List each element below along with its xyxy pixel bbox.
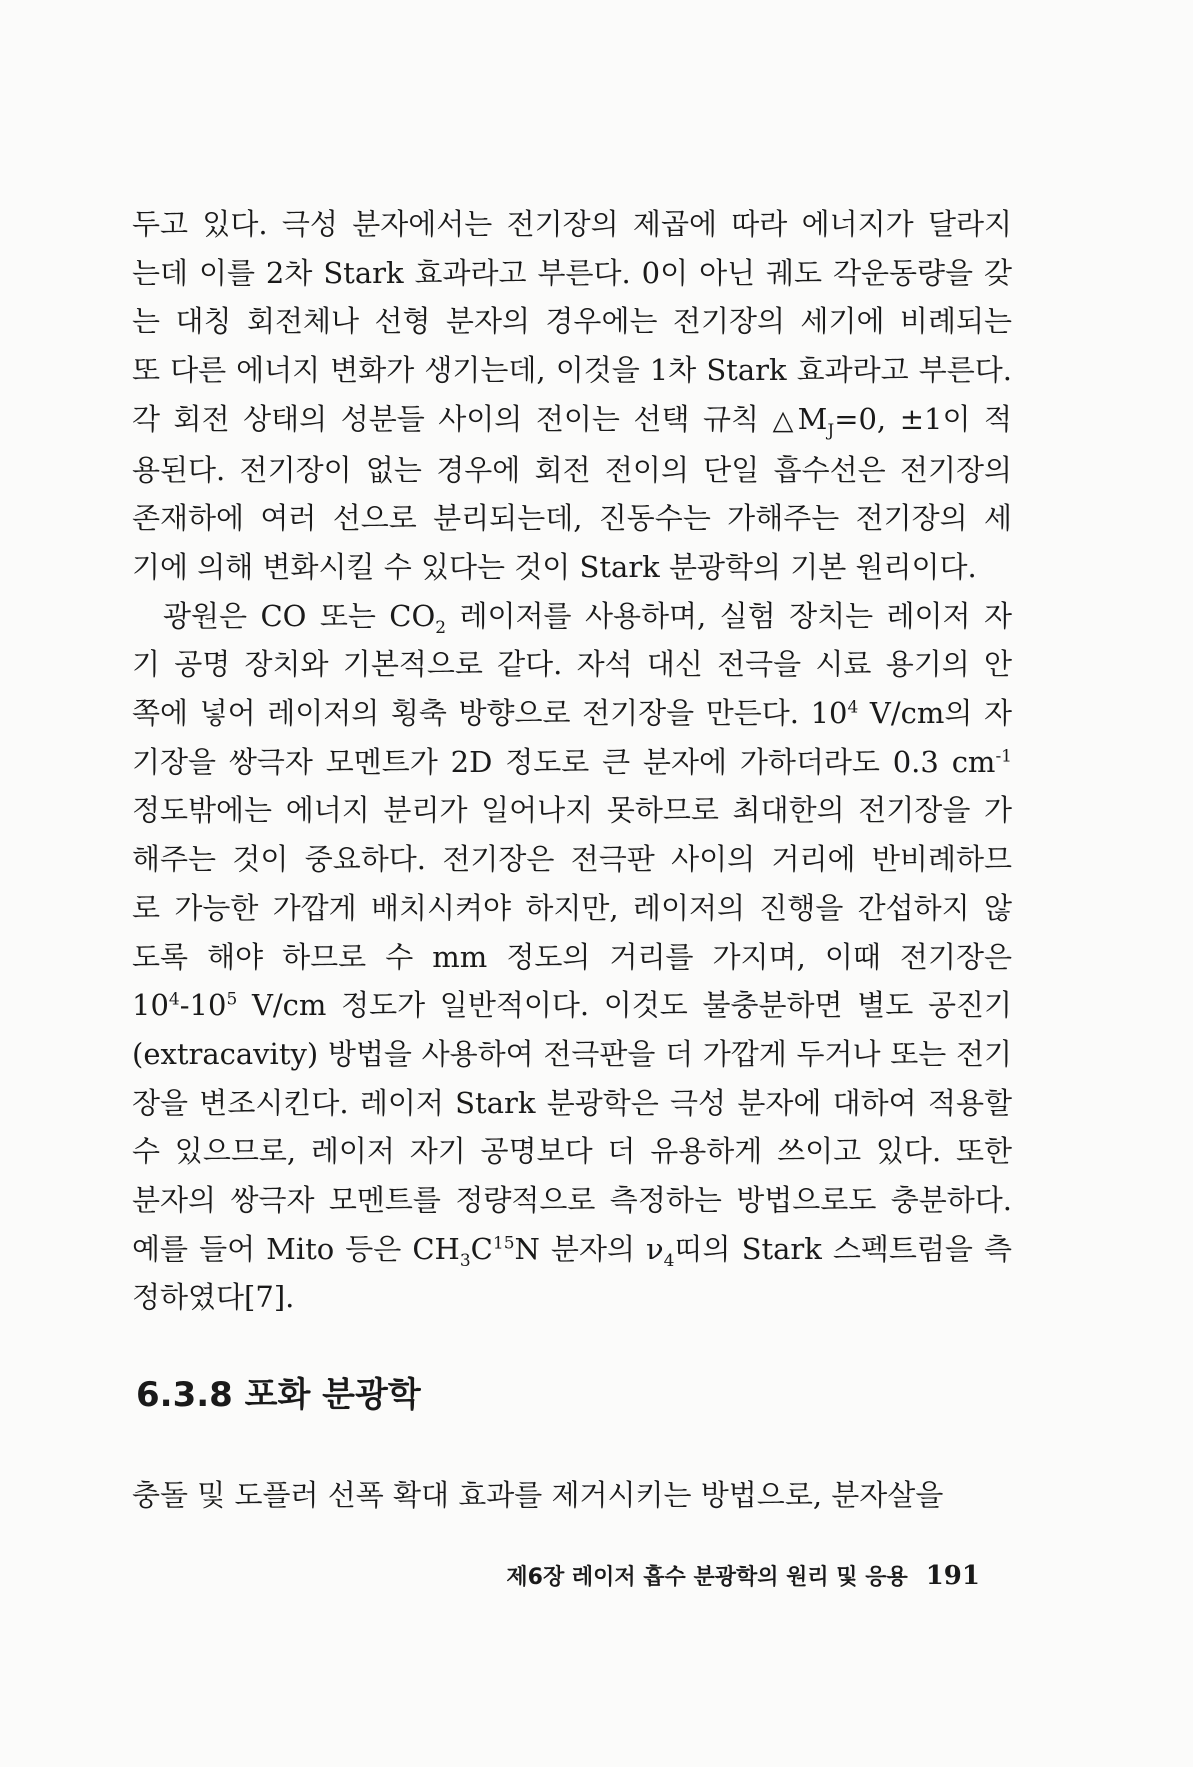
text-line: 기에 의해 변화시킬 수 있다는 것이 Stark 분광학의 기본 원리이다. <box>132 549 977 584</box>
text-line: 수 있으므로, 레이저 자기 공명보다 더 유용하게 쓰이고 있다. 또한 <box>132 1134 1012 1169</box>
nu-symbol: ν <box>646 1231 664 1266</box>
chapter-title: 제6장 레이저 흡수 분광학의 원리 및 응용 <box>506 1565 908 1590</box>
paragraph-start: 충돌 및 도플러 선폭 확대 효과를 제거시키는 방법으로, 분자살을 <box>132 1478 944 1512</box>
text-line: 또 다른 에너지 변화가 생기는데, 이것을 1차 Stark 효과라고 부른다. <box>132 353 1012 388</box>
text-line: (extracavity) 방법을 사용하여 전극판을 더 가깝게 두거나 또는 전기 <box>132 1036 1012 1071</box>
text-line: 분자의 쌍극자 모멘트를 정량적으로 측정하는 방법으로도 충분하다. <box>132 1183 1012 1218</box>
text-line: 용된다. 전기장이 없는 경우에 회전 전이의 단일 흡수선은 전기장의 <box>132 452 1012 487</box>
text-line: 는 대칭 회전체나 선형 분자의 경우에는 전기장의 세기에 비례되는 <box>132 304 1012 339</box>
delta-symbol: △ <box>772 404 798 436</box>
text-line: 도록 해야 하므로 수 mm 정도의 거리를 가지며, 이때 전기장은 <box>132 939 1012 974</box>
text-line: 각 회전 상태의 성분들 사이의 전이는 선택 규칙 $\triangle M_J=0$, ±1이 적 <box>132 401 1013 441</box>
text-line: $10^4-10^5$ V/cm 정도가 일반적이다. 이것도 불충분하면 별도 공진기 <box>132 988 1012 1023</box>
text-line: 기 공명 장치와 기본적으로 같다. 자석 대신 전극을 시료 용기의 안 <box>132 647 1012 682</box>
text-line: 쪽에 넣어 레이저의 횡축 방향으로 전기장을 만든다. $10^4$ V/cm의 자 <box>132 696 1012 731</box>
page-number: 191 <box>925 1561 980 1591</box>
section-heading: 6.3.8 포화 분광학 <box>136 1375 421 1415</box>
page-footer <box>480 1560 980 1591</box>
text-line: 정도밖에는 에너지 분리가 일어나지 못하므로 최대한의 전기장을 가 <box>132 793 1012 828</box>
text-line: 기장을 쌍극자 모멘트가 2D 정도로 큰 분자에 가하더라도 0.3 $cm^{-1}$ <box>132 744 1012 779</box>
text-line: 해주는 것이 중요하다. 전기장은 전극판 사이의 거리에 반비례하므 <box>132 842 1012 877</box>
text-line: 로 가능한 가깝게 배치시켜야 하지만, 레이저의 진행을 간섭하지 않 <box>132 890 1012 925</box>
text-line: 는데 이를 2차 Stark 효과라고 부른다. 0이 아닌 궤도 각운동량을 갖 <box>132 255 1012 290</box>
text-line: 두고 있다. 극성 분자에서는 전기장의 제곱에 따라 에너지가 달라지 <box>132 207 1012 241</box>
text-line: 정하였다[7]. <box>132 1280 295 1315</box>
text-line: 장을 변조시킨다. 레이저 Stark 분광학은 극성 분자에 대하여 적용할 <box>132 1085 1012 1120</box>
text-line: 예를 들어 Mito 등은 $CH_3C^{15}N$ 분자의 $\nu_4$띠의 Stark 스펙트럼을 측 <box>132 1231 1012 1271</box>
text-line: 광원은 CO 또는 $CO_2$ 레이저를 사용하며, 실험 장치는 레이저 자 <box>163 598 1012 638</box>
body-paragraphs <box>132 200 1012 1322</box>
text-line: 존재하에 여러 선으로 분리되는데, 진동수는 가해주는 전기장의 세 <box>132 501 1012 536</box>
